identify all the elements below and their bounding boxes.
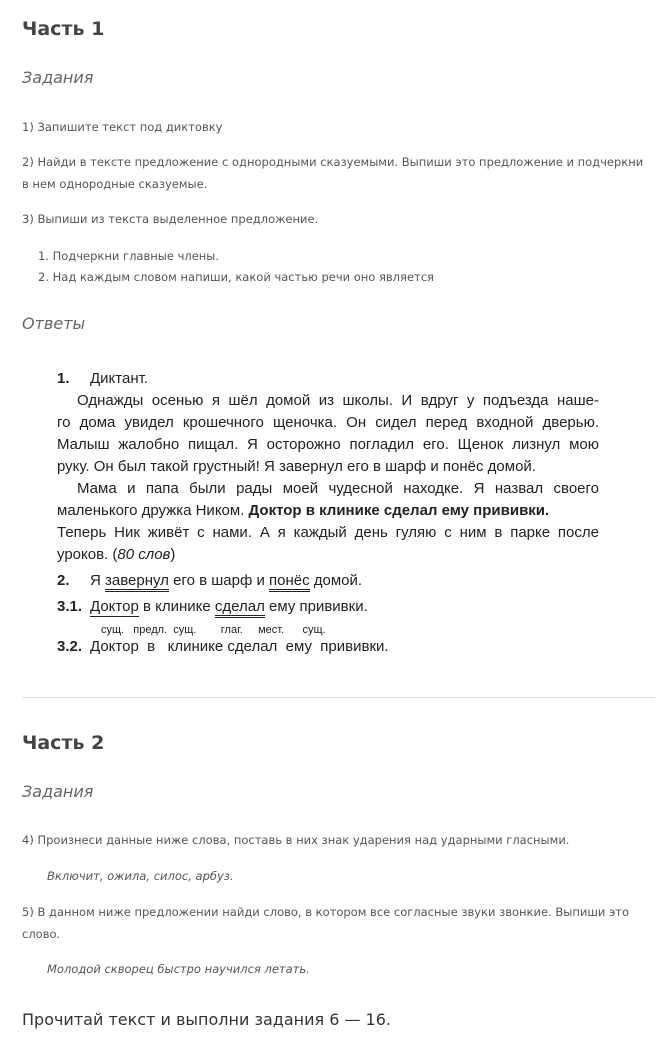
word: его в шарф и [168, 572, 269, 589]
answers-heading: Ответы [22, 314, 86, 333]
word: в клинике [138, 598, 215, 615]
task-1: 1) Запишите текст под диктовку [22, 120, 223, 134]
word-count: 80 слов [117, 546, 171, 563]
highlighted-sentence: Доктор в клинике сделал ему прививки. [248, 502, 550, 519]
task-4-words: Включит, ожила, силос, арбуз. [47, 869, 234, 883]
dictation-line: Теперь Ник живёт с нами. А я каждый день гуляю с ним в парке после [57, 524, 599, 541]
answer-number: 2. [57, 572, 70, 589]
dictation-line: Однажды осенью я шёл домой из школы. И вдруг у подъезда наше- [77, 392, 599, 409]
task-3: 3) Выпиши из текста выделенное предложение. [22, 212, 319, 226]
answer-number: 3.1. [57, 598, 83, 615]
answer-number: 3.2. [57, 638, 83, 655]
dictation-line: Мама и папа были рады моей чудесной находке. Я назвал своего [77, 480, 599, 497]
subtask-2: 2. Над каждым словом напиши, какой частью речи оно является [38, 270, 434, 284]
answer-number: 1. [57, 370, 70, 387]
parts-of-speech: сущ. предл. сущ. глаг. мест. сущ. [101, 624, 326, 636]
tasks-heading: Задания [22, 782, 94, 801]
tasks-heading: Задания [22, 68, 94, 87]
dictation-title: Диктант. [90, 370, 148, 387]
predicate-underlined: сделал [215, 598, 265, 618]
paren: ) [170, 546, 176, 563]
dictation-line: го дома увидел крошечного щеночка. Он сидел перед входной дверью. [57, 414, 599, 431]
predicate-underlined: завернул [105, 572, 169, 592]
sentence: Доктор в клинике сделал ему прививки. [90, 638, 389, 655]
task-5-sentence: Молодой скворец быстро научился летать. [47, 962, 310, 976]
predicate-underlined: понёс [269, 572, 310, 592]
dictation-line: Малыш жалобно пищал. Я осторожно погладил его. Щенок лизнул мою [57, 436, 599, 453]
word: домой. [309, 572, 363, 589]
word: ему прививки. [264, 598, 368, 615]
part1-title: Часть 1 [22, 18, 105, 40]
task-4: 4) Произнеси данные ниже слова, поставь в них знак ударения над ударными гласными. [22, 833, 570, 847]
task-2: 2) Найди в тексте предложение с однородными сказуемыми. Выпиши это предложение и подчеркни в нем однородные сказуемые. [22, 155, 644, 191]
subtask-1: 1. Подчеркни главные члены. [38, 249, 220, 263]
answer-image [57, 368, 599, 658]
word: Я [90, 572, 105, 589]
dictation-line: маленького дружка Ником. [57, 502, 245, 519]
footer-instruction: Прочитай текст и выполни задания 6 — 16. [22, 1010, 391, 1029]
dictation-line: уроков. ( [57, 546, 118, 563]
task-5: 5) В данном ниже предложении найди слово, в котором все согласные звуки звонкие. Выпиши это слово. [22, 905, 630, 941]
part2-title: Часть 2 [22, 732, 105, 754]
subject-underlined: Доктор [90, 598, 139, 615]
dictation-line: руку. Он был такой грустный! Я завернул его в шарф и понёс домой. [57, 458, 536, 475]
divider [22, 697, 655, 698]
